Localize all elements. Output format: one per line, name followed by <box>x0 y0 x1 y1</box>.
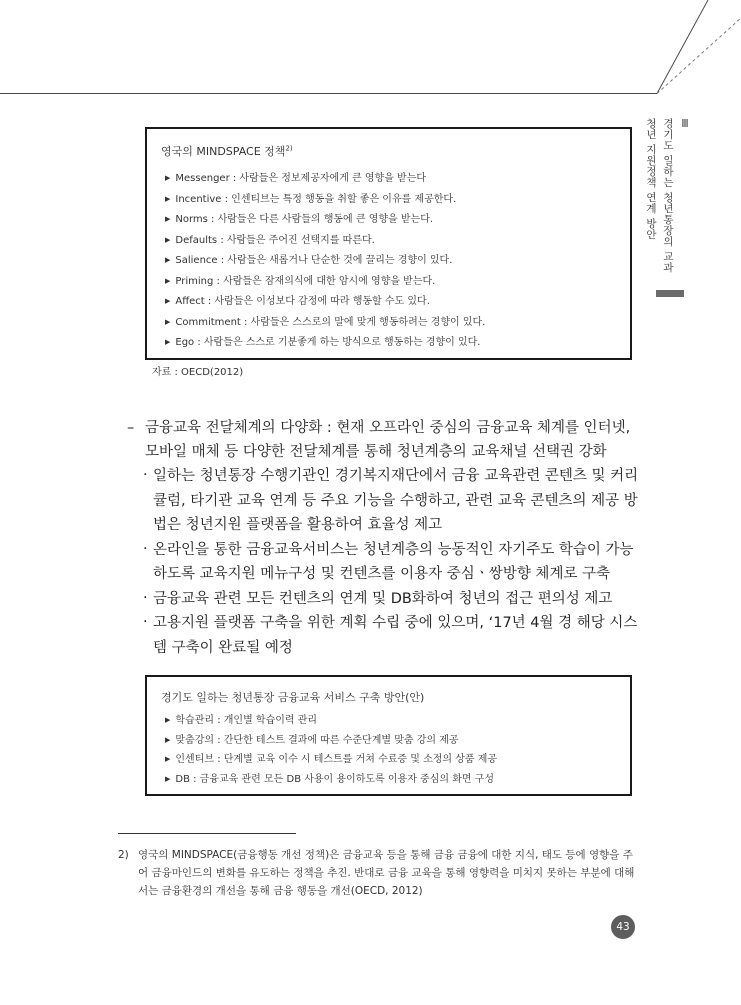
triangle-bullet-icon: ▶ <box>165 194 171 203</box>
triangle-bullet-icon: ▶ <box>165 297 171 305</box>
footnote-number: 2) <box>118 849 129 861</box>
dash-paragraph <box>123 416 641 464</box>
triangle-bullet-icon: ▶ <box>165 215 171 223</box>
side-chapter-title <box>640 118 696 283</box>
footnote <box>118 846 640 900</box>
bullet-dot: · <box>143 540 148 557</box>
bullet-item: · 고용지원 플랫폼 구축을 위한 계획 수립 중에 있으며, ‘17년 4월 경 해당 시스템 구축이 완료될 예정 <box>123 611 641 660</box>
triangle-bullet-icon: ▶ <box>165 338 171 346</box>
box-item: ▶ Salience : 사람들은 새롭거나 단순한 것에 끌리는 경향이 있다. <box>161 250 616 271</box>
bullet-item: · 일하는 청년통장 수행기관인 경기복지재단에서 금융 교육관련 콘텐츠 및 커리큘럼, 타기관 교육 연계 등 주요 기능을 수행하고, 관련 교육 콘텐츠의 제공 방법은 청년지원 플랫폼을 활용하여 효율성 제고 <box>123 464 641 538</box>
mindspace-box <box>145 127 632 360</box>
header-diagonal-dashed <box>657 18 741 94</box>
box-item: ▶ Messenger : 사람들은 정보제공자에게 큰 영향을 받는다 <box>161 168 616 189</box>
header-diagonal-solid <box>657 0 708 94</box>
triangle-bullet-icon: ▶ <box>165 235 171 244</box>
dash-paragraph-text: 금융교육 전달체계의 다양화 : 현재 오프라인 중심의 금융교육 체계를 인터넷, 모바일 매체 등 다양한 전달체계를 통해 청년계층의 교육채널 선택권 강화 <box>145 420 631 460</box>
bullet-dot: · <box>143 614 148 630</box>
triangle-bullet-icon: ▶ <box>165 755 171 763</box>
bullet-item: · 금융교육 관련 모든 컨텐츠의 연계 및 DB화하여 청년의 접근 편의성 제고 <box>123 587 641 612</box>
side-title-line1: 경기도 일하는 청년통장의 교과 <box>662 118 674 273</box>
side-marker-bar <box>656 290 684 297</box>
source-note: 자료 : OECD(2012) <box>152 367 244 378</box>
main-body <box>123 416 641 660</box>
service-plan-box <box>145 675 632 796</box>
box-item: ▶ Priming : 사람들은 잠재의식에 대한 암시에 영향을 받는다. <box>161 271 616 292</box>
dash-marker: – <box>127 420 135 436</box>
box-item: ▶ 학습관리 : 개인별 학습이력 관리 <box>161 711 616 731</box>
box-item: ▶ Incentive : 인센티브는 특정 행동을 취할 좋은 이유를 제공한다. <box>161 189 616 210</box>
box-item: ▶ Affect : 사람들은 이성보다 감정에 따라 행동할 수도 있다. <box>161 291 616 312</box>
footnote-divider <box>118 833 296 834</box>
box-item: ▶ Commitment : 사람들은 스스로의 말에 맞게 행동하려는 경향이 있다. <box>161 312 616 333</box>
box-item: ▶ Defaults : 사람들은 주어진 선택지를 따른다. <box>161 230 616 251</box>
box-item: ▶ 인센티브 : 단계별 교육 이수 시 테스트를 거쳐 수료증 및 소정의 상품 제공 <box>161 750 616 770</box>
triangle-bullet-icon: ▶ <box>165 317 171 326</box>
side-title-line2: 청년 지원정책 연계 방안 <box>645 118 657 240</box>
triangle-bullet-icon: ▶ <box>165 256 171 264</box>
triangle-bullet-icon: ▶ <box>165 174 171 182</box>
mindspace-box-title: 영국의 MINDSPACE 정책$^{2)}$ <box>161 144 293 158</box>
bullet-item: · 온라인을 통한 금융교육서비스는 청년계층의 능동적인 자기주도 학습이 가능하도록 교육지원 메뉴구성 및 컨텐츠를 이용자 중심ㆍ쌍방향 체계로 구축 <box>123 538 641 587</box>
box-item: ▶ Ego : 사람들은 스스로 기분좋게 하는 방식으로 행동하는 경향이 있다. <box>161 332 616 353</box>
triangle-bullet-icon: ▶ <box>165 716 171 724</box>
triangle-bullet-icon: ▶ <box>165 774 171 783</box>
side-roman-numeral: Ⅲ <box>679 118 691 131</box>
triangle-bullet-icon: ▶ <box>165 276 171 285</box>
box-item: ▶ Norms : 사람들은 다른 사람들의 행동에 큰 영향을 받는다. <box>161 209 616 230</box>
box-item: ▶ DB : 금융교육 관련 모든 DB 사용이 용이하도록 이용자 중심의 화면 구성 <box>161 770 616 790</box>
footnote-text: 영국의 MINDSPACE(금융행동 개선 정책)은 금융교육 등을 통해 금융 금융에 대한 지식, 태도 등에 영향을 주어 금융마인드의 변화를 유도하는 정책을 추진. 반대로 금융 교육을 통해 영향력을 미치지 못하는 부분에 대해서는 금융환경의 개선을 통해 금융 행동을 개선(OECD, 2012) <box>138 849 635 897</box>
service-plan-box-title: 경기도 일하는 청년통장 금융교육 서비스 구축 방안(안) <box>161 691 425 704</box>
box-item: ▶ 맞춤강의 : 간단한 테스트 결과에 따른 수준단계별 맞춤 강의 제공 <box>161 731 616 751</box>
triangle-bullet-icon: ▶ <box>165 735 171 744</box>
bullet-dot: · <box>143 467 148 483</box>
page-number: 43 <box>611 915 635 939</box>
bullet-dot: · <box>143 589 148 606</box>
